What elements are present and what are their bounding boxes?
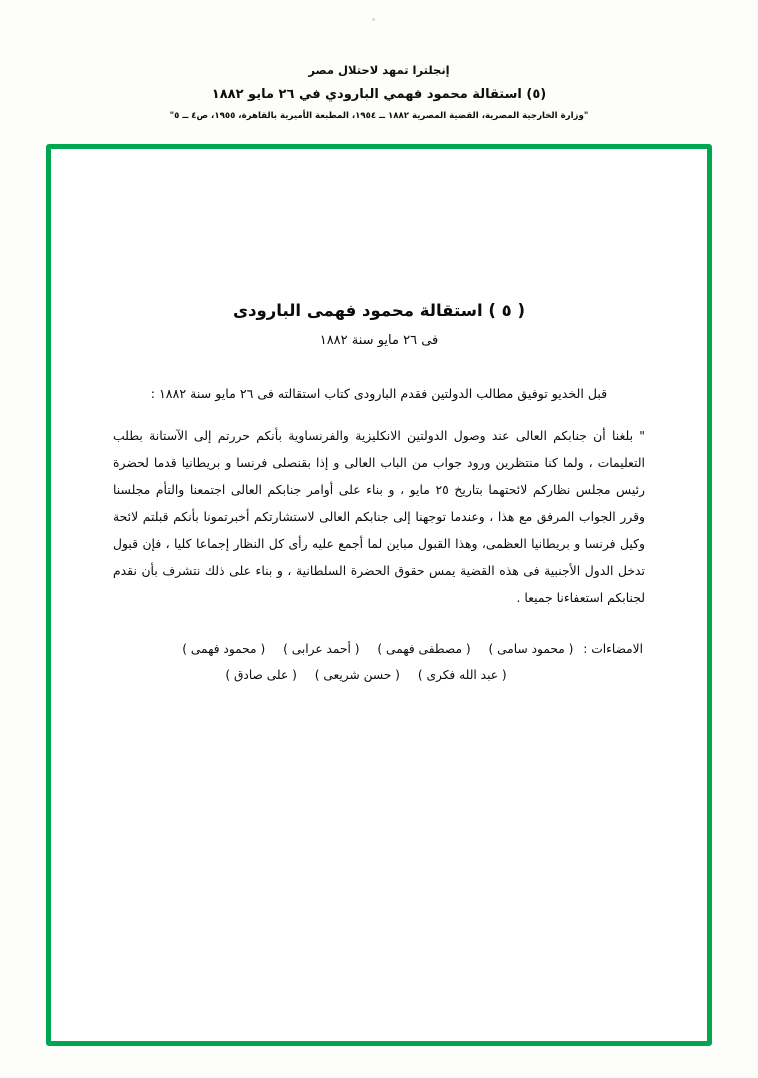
header-source-citation: "وزارة الخارجية المصرية، القضية المصرية ١٨٨٢ ــ ١٩٥٤، المطبعة الأميرية بالقاهرة، ١٩٥٥، ص٤ ــ ٥": [169, 110, 589, 121]
header-subtitle: (٥) استقالة محمود فهمي البارودي في ٢٦ مايو ١٨٨٢: [211, 86, 547, 102]
document-date: فى ٢٦ مايو سنة ١٨٨٢: [319, 333, 439, 348]
signature-name: ( على صادق ): [225, 667, 297, 682]
signatures-block: [109, 637, 649, 688]
header-title: إنجلترا تمهد لاحتلال مصر: [308, 63, 450, 77]
document-title: ( ٥ ) استقالة محمود فهمى البارودى: [232, 301, 526, 320]
signatures-row-2: [109, 663, 649, 689]
document-body: [109, 301, 649, 688]
signature-name: ( عبد الله فكرى ): [417, 667, 507, 682]
signature-name: ( محمود فهمى ): [182, 642, 266, 657]
signature-name: ( محمود سامى ): [488, 642, 574, 657]
signature-name: ( مصطفى فهمى ): [377, 642, 471, 657]
scan-speck: [372, 18, 375, 21]
signatures-label: الامضاءات :: [583, 642, 643, 657]
page-header: [0, 62, 758, 123]
signature-name: ( أحمد عرابى ): [283, 642, 360, 657]
document-quote-paragraph: " بلغنا أن جنابكم العالى عند وصول الدولتين الانكليزية والفرنساوية بأنكم حررتم إلى الآستانة بطلب التعليمات ، ولما كنا منتظرين ورود جواب من الباب العالى و إذا بقنصلى فرنسا و بريطانيا قدما لحضرة رئيس مجلس نظاركم لائحتهما بتاريخ ٢٥ مايو ، و بناء على أوامر جنابكم العالى اجتمعنا والتأم مجلسنا وقرر الجواب المرفق مع هذا ، وعندما توجهنا إلى جنابكم العالى لاستشارتكم أخبرتمونا بأنكم قبلتم لائحة وكيل فرنسا و بريطانيا العظمى، وهذا القبول مباين لما أجمع عليه رأى كل النظار إجماعا كليا ، فإن قبول تدخل الدول الأجنبية فى هذه القضية يمس حقوق الحضرة السلطانية ، و بناء على ذلك نتشرف بأن نقدم لجنابكم استعفاءنا جميعا .: [113, 427, 645, 606]
signature-name: ( حسن شريعى ): [314, 667, 400, 682]
green-border-frame: [46, 144, 712, 1046]
signatures-row-1: [109, 637, 649, 663]
document-intro-paragraph: قبل الخديو توفيق مطالب الدولتين فقدم البارودى كتاب استقالته فى ٢٦ مايو سنة ١٨٨٢ :: [150, 386, 608, 401]
